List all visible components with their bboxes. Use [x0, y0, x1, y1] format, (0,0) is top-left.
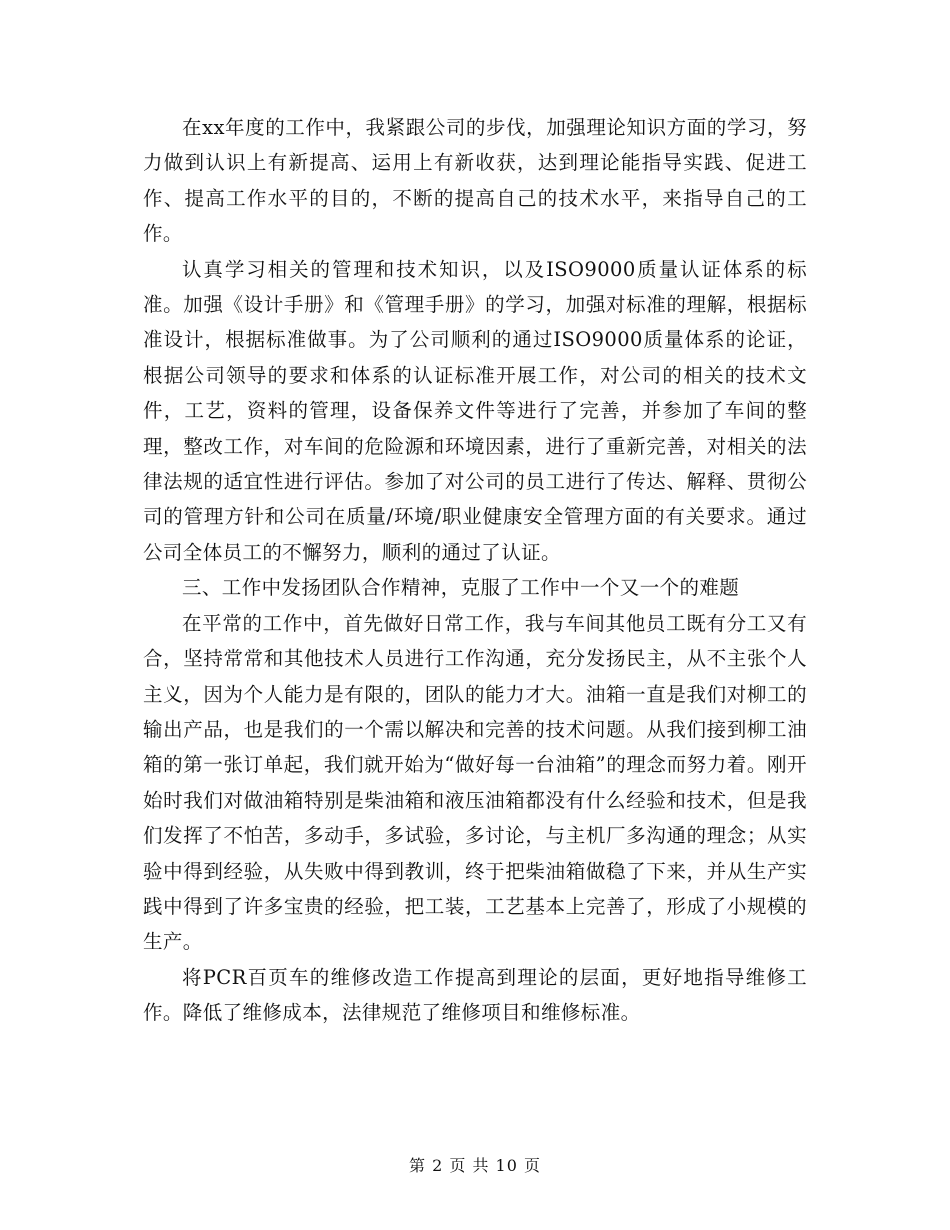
paragraph-iso9000: 认真学习相关的管理和技术知识，以及ISO9000质量认证体系的标准。加强《设计手册》和《管理手册》的学习，加强对标准的理解，根据标准设计，根据标准做事。为了公司顺利的通过ISO9000质量体系的论证，根据公司领导的要求和体系的认证标准开展工作，对公司的相关的技术文件，工艺，资料的管理，设备保养文件等进行了完善，并参加了车间的整理，整改工作，对车间的危险源和环境因素，进行了重新完善，对相关的法律法规的适宜性进行评估。参加了对公司的员工进行了传达、解释、贯彻公司的管理方针和公司在质量/环境/职业健康安全管理方面的有关要求。通过公司全体员工的不懈努力，顺利的通过了认证。	[143, 257, 807, 564]
paragraph-teamwork: 在平常的工作中，首先做好日常工作，我与车间其他员工既有分工又有合，坚持常常和其他技术人员进行工作沟通，充分发扬民主，从不主张个人主义，因为个人能力是有限的，团队的能力才大。油箱一直是我们对柳工的输出产品，也是我们的一个需以解决和完善的技术问题。从我们接到柳工油箱的第一张订单起，我们就开始为“做好每一台油箱”的理念而努力着。刚开始时我们对做油箱特别是柴油箱和液压油箱都没有什么经验和技术，但是我们发挥了不怕苦，多动手，多试验，多讨论，与主机厂多沟通的理念；从实验中得到经验，从失败中得到教训，终于把柴油箱做稳了下来，并从生产实践中得到了许多宝贵的经验，把工装，工艺基本上完善了，形成了小规模的生产。	[143, 611, 807, 954]
document-body	[143, 110, 807, 1031]
section-heading-teamwork: 三、工作中发扬团队合作精神，克服了工作中一个又一个的难题	[182, 576, 740, 600]
paragraph-study: 在xx年度的工作中，我紧跟公司的步伐，加强理论知识方面的学习，努力做到认识上有新提高、运用上有新收获，达到理论能指导实践、促进工作、提高工作水平的目的，不断的提高自己的技术水平，来指导自己的工作。	[143, 116, 807, 246]
page-number-footer: 第 2 页 共 10 页	[409, 1156, 541, 1175]
paragraph-pcr-maintenance: 将PCR百页车的维修改造工作提高到理论的层面，更好地指导维修工作。降低了维修成本，法律规范了维修项目和维修标准。	[143, 965, 807, 1025]
